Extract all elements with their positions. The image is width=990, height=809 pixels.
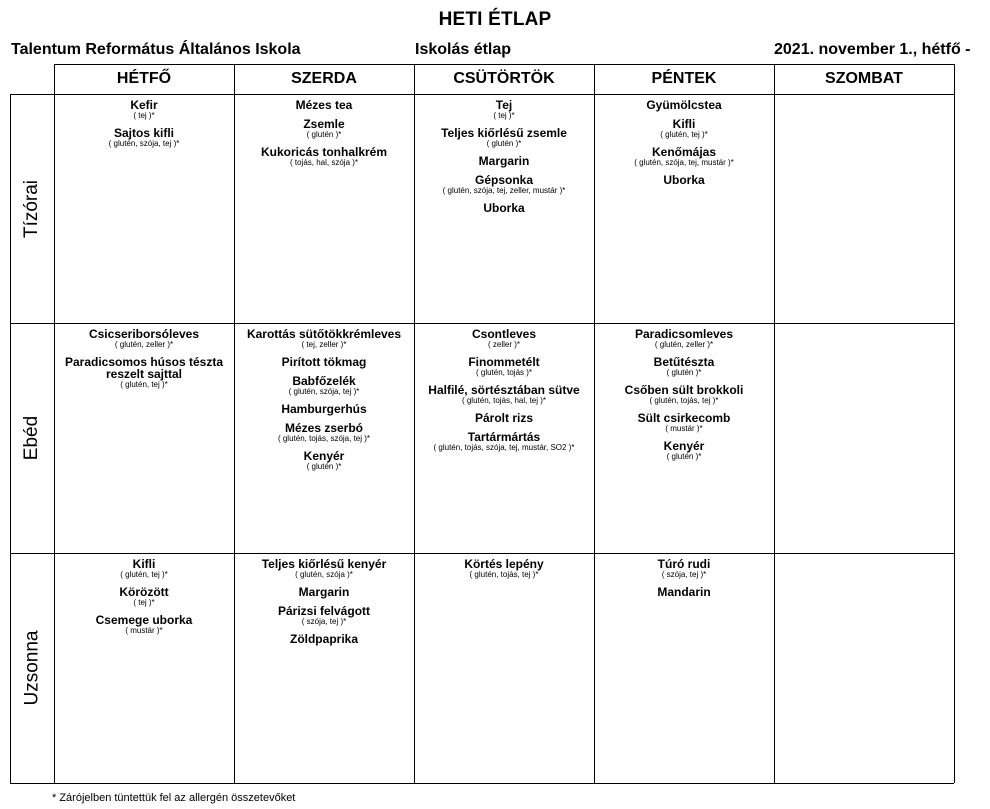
dish-name: Csőben sült brokkoli [624, 383, 744, 397]
dish-name: Margarin [298, 585, 350, 599]
menu-cell [414, 95, 594, 221]
dish-name: Kenyér [663, 439, 705, 453]
menu-item [594, 440, 774, 461]
dish-name: Zsemle [303, 117, 345, 131]
menu-item [594, 174, 774, 186]
menu-cell [594, 324, 774, 468]
menu-item [54, 99, 234, 120]
menu-item [594, 586, 774, 598]
menu-item [234, 558, 414, 579]
menu-item [594, 558, 774, 579]
menu-cell [54, 324, 234, 396]
dish-name: Mandarin [657, 585, 711, 599]
menu-item [234, 605, 414, 626]
dish-allergens: ( glutén )* [666, 452, 702, 461]
menu-cell [54, 95, 234, 155]
allergen-footnote: * Zárójelben tüntettük fel az allergén összetevőket [52, 792, 296, 804]
menu-item [414, 328, 594, 349]
meal-label-text: Tízórai [21, 179, 43, 238]
menu-item [594, 412, 774, 433]
meal-label-text: Uzsonna [21, 630, 42, 706]
dish-name: Paradicsomos húsos tészta reszelt sajttal [64, 355, 224, 381]
dish-allergens: ( mustár )* [125, 626, 163, 635]
menu-item [234, 586, 414, 598]
dish-name: Halfilé, sörtésztában sütve [428, 383, 580, 397]
dish-allergens: ( glutén, tej )* [660, 130, 708, 139]
dish-name: Pirított tökmag [281, 355, 367, 369]
dish-allergens: ( glutén )* [306, 130, 342, 139]
dish-name: Mézes tea [295, 98, 353, 112]
dish-allergens: ( glutén, tojás, szója, tej, mustár, SO2 )* [433, 443, 575, 452]
menu-item [414, 202, 594, 214]
dish-name: Csemege uborka [95, 613, 193, 627]
dish-name: Uborka [663, 173, 705, 187]
dish-allergens: ( glutén, szója, tej )* [108, 139, 180, 148]
menu-item [234, 633, 414, 645]
menu-item [594, 118, 774, 139]
dish-allergens: ( glutén )* [666, 368, 702, 377]
dish-allergens: ( szója, tej )* [661, 570, 707, 579]
dish-name: Csontleves [471, 327, 537, 341]
dish-allergens: ( glutén, szója, tej )* [288, 387, 360, 396]
menu-cell [234, 324, 414, 478]
menu-item [54, 558, 234, 579]
menu-type: Iskolás étlap [415, 41, 512, 58]
menu-cell [594, 95, 774, 193]
menu-item [594, 99, 774, 111]
menu-item [414, 431, 594, 452]
menu-item [414, 155, 594, 167]
menu-item [234, 422, 414, 443]
dish-name: Párizsi felvágott [277, 604, 371, 618]
dish-name: Uborka [483, 201, 525, 215]
meal-label [10, 323, 54, 553]
dish-name: Paradicsomleves [634, 327, 734, 341]
menu-item [234, 356, 414, 368]
dish-allergens: ( zeller )* [487, 340, 520, 349]
menu-cell [594, 554, 774, 605]
dish-name: Hamburgerhús [281, 402, 367, 416]
dish-name: Párolt rizs [474, 411, 534, 425]
menu-item [414, 412, 594, 424]
dish-name: Kifli [132, 557, 156, 571]
dish-name: Körözött [119, 585, 169, 599]
dish-name: Sajtos kifli [113, 126, 175, 140]
grid-line [954, 64, 955, 783]
menu-cell [414, 554, 594, 586]
dish-name: Tartármártás [467, 430, 541, 444]
dish-allergens: ( szója, tej )* [301, 617, 347, 626]
menu-item [414, 356, 594, 377]
dish-allergens: ( tej )* [133, 111, 155, 120]
dish-name: Túró rudi [657, 557, 711, 571]
grid-line [774, 64, 775, 783]
grid-line [10, 783, 954, 784]
dish-name: Karottás sütőtökkrémleves [246, 327, 402, 341]
dish-allergens: ( glutén, tojás, szója, tej )* [277, 434, 371, 443]
dish-allergens: ( tej )* [133, 598, 155, 607]
menu-item [414, 558, 594, 579]
dish-name: Margarin [478, 154, 530, 168]
dish-allergens: ( glutén, szója, tej, zeller, mustár )* [442, 186, 566, 195]
day-header: SZOMBAT [825, 70, 903, 87]
menu-cell [414, 324, 594, 459]
dish-name: Kifli [672, 117, 696, 131]
dish-name: Mézes zserbó [284, 421, 364, 435]
menu-item [594, 356, 774, 377]
dish-name: Teljes kiőrlésű kenyér [261, 557, 387, 571]
dish-allergens: ( glutén, zeller )* [114, 340, 174, 349]
menu-cell [234, 95, 414, 174]
meal-label [10, 94, 54, 323]
menu-item [234, 146, 414, 167]
day-header: SZERDA [291, 70, 357, 87]
dish-allergens: ( tej, zeller )* [301, 340, 347, 349]
menu-item [234, 99, 414, 111]
dish-allergens: ( glutén, szója )* [295, 570, 353, 579]
page-title: HETI ÉTLAP [438, 9, 552, 30]
dish-allergens: ( mustár )* [665, 424, 703, 433]
menu-item [234, 118, 414, 139]
dish-name: Kenyér [303, 449, 345, 463]
menu-item [414, 384, 594, 405]
dish-name: Teljes kiőrlésű zsemle [441, 126, 567, 140]
dish-name: Zöldpaprika [289, 632, 358, 646]
menu-item [594, 384, 774, 405]
menu-item [414, 174, 594, 195]
dish-name: Körtés lepény [464, 557, 544, 571]
meal-label [10, 553, 54, 783]
dish-name: Kenőmájas [651, 145, 717, 159]
dish-name: Kefir [130, 98, 158, 112]
dish-allergens: ( glutén, zeller )* [654, 340, 714, 349]
dish-name: Tej [495, 98, 513, 112]
menu-item [234, 375, 414, 396]
dish-name: Babfőzelék [292, 374, 356, 388]
menu-cell [774, 554, 954, 558]
dish-allergens: ( glutén, tojás, tej )* [469, 570, 539, 579]
menu-cell [54, 554, 234, 642]
dish-name: Finommetélt [468, 355, 540, 369]
dish-allergens: ( glutén, szója, tej, mustár )* [634, 158, 734, 167]
day-header: CSÜTÖRTÖK [453, 70, 555, 87]
meal-label-text: Ebéd [21, 415, 42, 461]
dish-name: Betűtészta [653, 355, 715, 369]
dish-allergens: ( tojás, hal, szója )* [289, 158, 359, 167]
menu-cell [234, 554, 414, 652]
menu-item [54, 586, 234, 607]
dish-name: Kukoricás tonhalkrém [260, 145, 388, 159]
school-name: Talentum Református Általános Iskola [11, 41, 301, 58]
menu-item [234, 328, 414, 349]
menu-item [54, 356, 234, 389]
dish-allergens: ( glutén )* [306, 462, 342, 471]
menu-item [594, 328, 774, 349]
dish-allergens: ( glutén, tej )* [120, 380, 168, 389]
menu-item [54, 127, 234, 148]
dish-allergens: ( glutén, tojás )* [475, 368, 533, 377]
dish-name: Gépsonka [474, 173, 534, 187]
dish-allergens: ( glutén, tojás, tej )* [649, 396, 719, 405]
menu-item [414, 99, 594, 120]
dish-name: Gyümölcstea [646, 98, 722, 112]
menu-cell [774, 324, 954, 328]
menu-date: 2021. november 1., hétfő - [774, 41, 971, 58]
dish-allergens: ( glutén, tej )* [120, 570, 168, 579]
menu-item [54, 614, 234, 635]
menu-item [234, 403, 414, 415]
menu-item [234, 450, 414, 471]
grid-line [54, 64, 55, 783]
menu-item [54, 328, 234, 349]
menu-item [414, 127, 594, 148]
dish-name: Csicseriborsóleves [88, 327, 200, 341]
menu-cell [774, 95, 954, 99]
dish-name: Sült csirkecomb [637, 411, 731, 425]
dish-allergens: ( glutén, tojás, hal, tej )* [461, 396, 547, 405]
menu-item [594, 146, 774, 167]
day-header: PÉNTEK [651, 70, 717, 87]
dish-allergens: ( glutén )* [486, 139, 522, 148]
day-header: HÉTFŐ [116, 70, 172, 87]
dish-allergens: ( tej )* [493, 111, 515, 120]
